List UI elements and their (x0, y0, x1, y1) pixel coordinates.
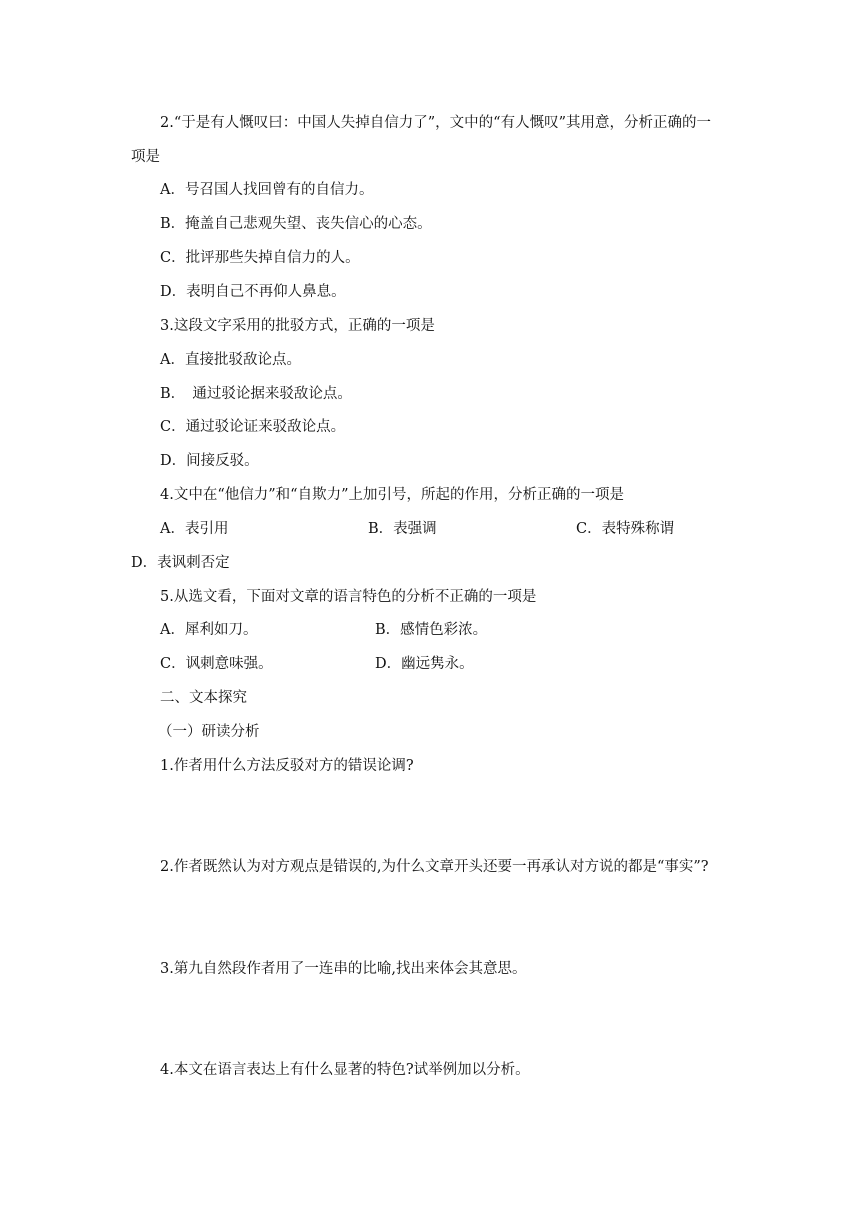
q3-option-d: D．间接反驳。 (160, 453, 259, 469)
q3-stem: 3.这段文字采用的批驳方式，正确的一项是 (160, 318, 435, 334)
q5-option-a: A．犀利如刀。 (160, 622, 258, 638)
q3-option-c: C．通过驳论证来驳敌论点。 (160, 419, 346, 435)
q4-option-c: C．表特殊称谓 (576, 521, 675, 537)
section-title: 二、文本探究 (160, 690, 247, 706)
q4-option-d: D．表讽刺否定 (131, 555, 230, 571)
q2-option-b: B．掩盖自己悲观失望、丧失信心的心态。 (160, 216, 432, 232)
q2-option-d: D．表明自己不再仰人鼻息。 (160, 284, 346, 300)
analysis-question-2: 2.作者既然认为对方观点是错误的,为什么文章开头还要一再承认对方说的都是“事实”? (160, 859, 709, 875)
q5-stem: 5.从选文看，下面对文章的语言特色的分析不正确的一项是 (160, 589, 537, 605)
q4-option-a: A．表引用 (160, 521, 229, 537)
q5-option-b: B．感情色彩浓。 (375, 622, 488, 638)
analysis-question-4: 4.本文在语言表达上有什么显著的特色?试举例加以分析。 (160, 1062, 530, 1078)
q3-option-a: A．直接批驳敌论点。 (160, 352, 301, 368)
q4-stem: 4.文中在“他信力”和“自欺力”上加引号，所起的作用，分析正确的一项是 (160, 487, 624, 503)
analysis-question-3: 3.第九自然段作者用了一连串的比喻,找出来体会其意思。 (160, 961, 527, 977)
q2-option-a: A．号召国人找回曾有的自信力。 (160, 182, 374, 198)
q2-stem-line2: 项是 (131, 149, 160, 165)
q2-stem-line1: 2.“于是有人慨叹曰：中国人失掉自信力了”，文中的“有人慨叹”其用意，分析正确的一 (160, 115, 711, 131)
q5-option-d: D．幽远隽永。 (375, 656, 474, 672)
section-subtitle: （一）研读分析 (158, 724, 260, 740)
q3-option-b: B． 通过驳论据来驳敌论点。 (160, 386, 352, 402)
q2-option-c: C．批评那些失掉自信力的人。 (160, 250, 360, 266)
analysis-question-1: 1.作者用什么方法反驳对方的错误论调? (160, 758, 414, 774)
q4-option-b: B．表强调 (368, 521, 437, 537)
q5-option-c: C．讽刺意味强。 (160, 656, 273, 672)
